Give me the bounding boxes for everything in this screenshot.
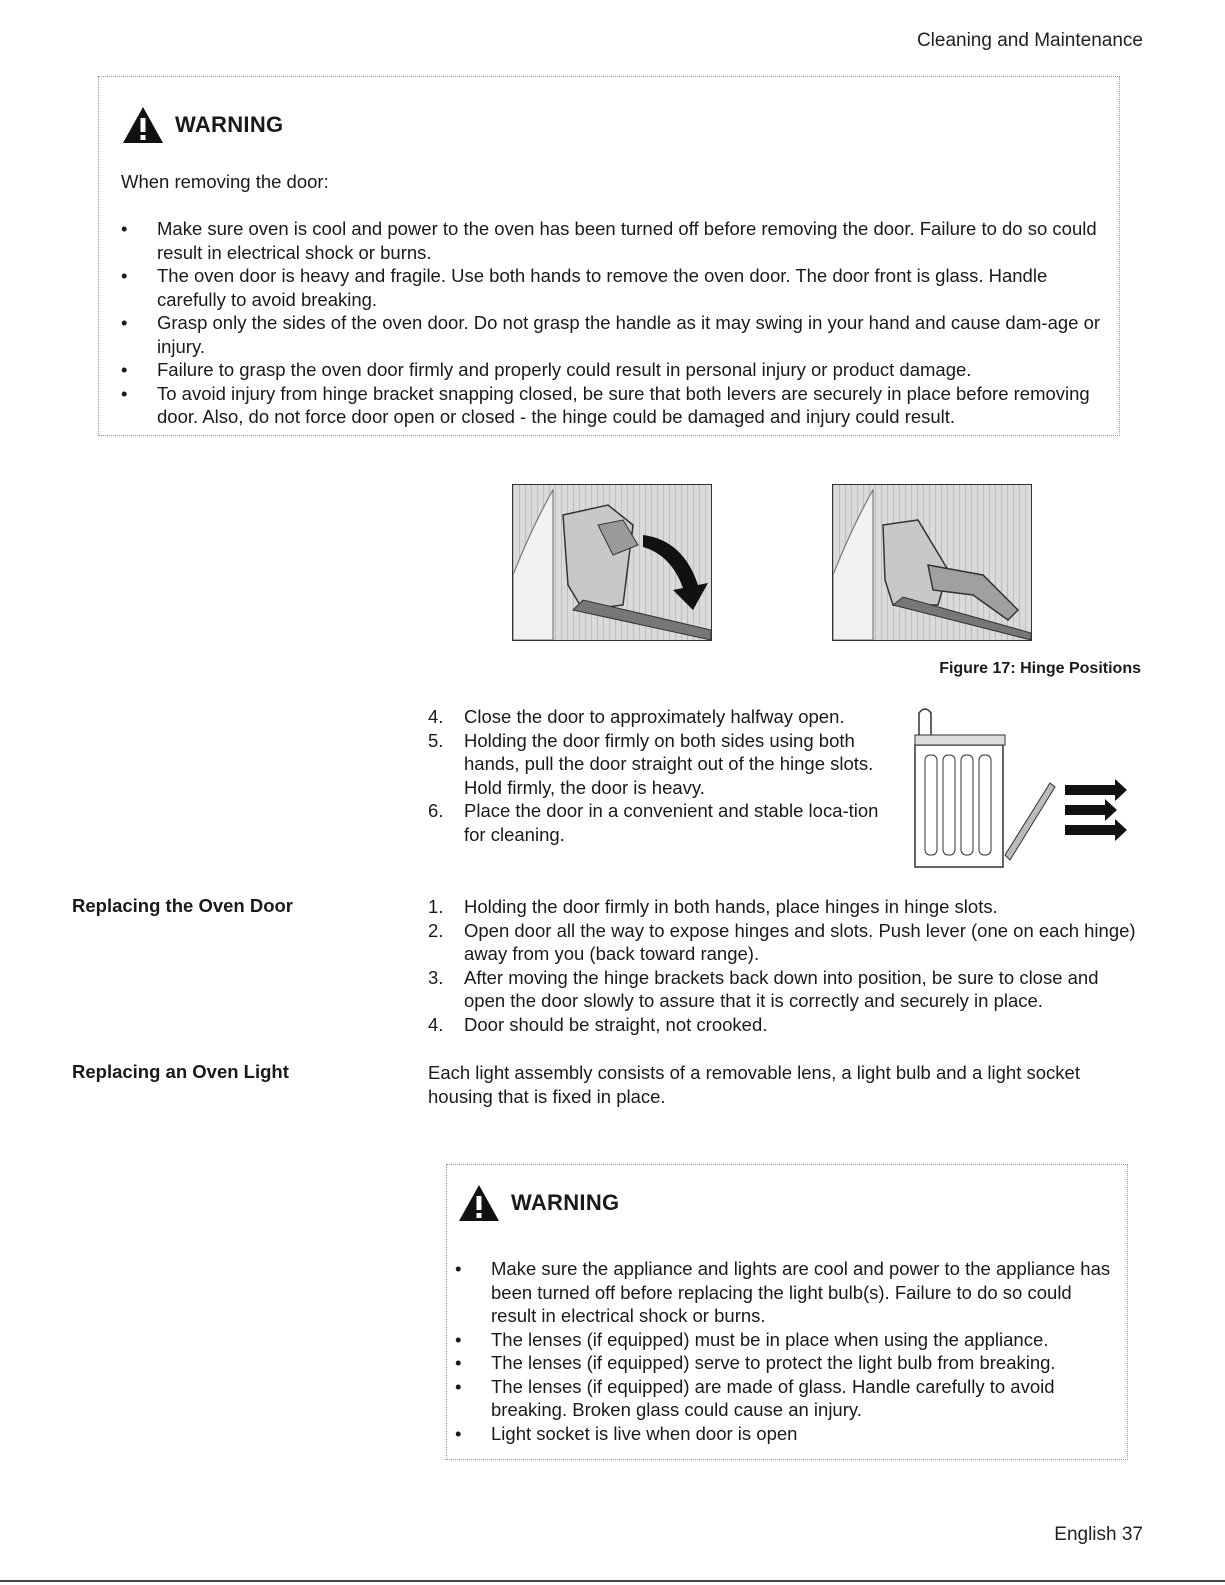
section-header: Cleaning and Maintenance [916, 30, 1143, 51]
list-item: • The lenses (if equipped) are made of glass. Handle carefully to avoid breaking. Broken glass could cause an injury. [455, 1375, 1055, 1420]
warning-heading [457, 1183, 619, 1223]
section-heading-replacing-light: Replacing an Oven Light [72, 1061, 289, 1082]
hinge-photo-lever-down [512, 484, 712, 641]
warning-box-light [446, 1164, 1128, 1460]
section-heading-replacing-door: Replacing the Oven Door [72, 895, 294, 916]
warning-triangle-icon [457, 1183, 501, 1223]
warning-title: WARNING [511, 1190, 620, 1215]
list-item: • Make sure oven is cool and power to the oven has been turned off before removing the door. Failure to do so could result in electrical shock or burns. [121, 218, 1097, 263]
list-item: 1. Holding the door firmly in both hands, place hinges in hinge slots. [428, 896, 998, 917]
list-item: 3. After moving the hinge brackets back down into position, be sure to close and open the door slowly to assure that it is correctly and securely in place. [428, 966, 1099, 1011]
warning-title: WARNING [175, 112, 284, 137]
warning-intro: When removing the door: [121, 171, 329, 192]
oven-door-removal-illustration [905, 705, 1135, 870]
list-item: • Grasp only the sides of the oven door. Do not grasp the handle as it may swing in your hand and cause dam-age or injury. [121, 312, 1101, 357]
list-item: • The lenses (if equipped) serve to protect the light bulb from breaking. [455, 1352, 1056, 1373]
hinge-photo-lever-up [832, 484, 1032, 641]
page-bottom-rule [0, 1580, 1225, 1582]
warning-heading [121, 105, 283, 145]
warning-triangle-icon [121, 105, 165, 145]
oven-door-diagram [905, 705, 1135, 870]
figure-caption: Figure 17: Hinge Positions [939, 660, 1141, 677]
door-removal-steps [428, 705, 888, 846]
list-item: • To avoid injury from hinge bracket snapping closed, be sure that both levers are securely in place before removing door. Also, do not force door open or closed - the hinge could be damaged and injury could result. [121, 382, 1090, 427]
warning-box-door-removal [98, 76, 1120, 436]
replacing-door-steps [428, 895, 1143, 1036]
warning-list [455, 1257, 1115, 1445]
list-item: 2. Open door all the way to expose hinges and slots. Push lever (one on each hinge) away from you (back toward range). [428, 919, 1136, 964]
list-item: 4. Door should be straight, not crooked. [428, 1013, 768, 1035]
warning-list [121, 217, 1111, 429]
list-item: • The lenses (if equipped) must be in place when using the appliance. [455, 1328, 1049, 1350]
list-item: 5. Holding the door firmly on both sides using both hands, pull the door straight out of the hinge slots. Hold firmly, the door is heavy. [428, 729, 874, 798]
list-item: 4. Close the door to approximately halfway open. [428, 706, 845, 727]
list-item: • The oven door is heavy and fragile. Use both hands to remove the oven door. The door front is glass. Handle carefully to avoid breaking. [121, 265, 1048, 310]
list-item: 6. Place the door in a convenient and stable loca-tion for cleaning. [428, 800, 879, 845]
list-item: • Make sure the appliance and lights are cool and power to the appliance has been turned off before replacing the light bulb(s). Failure to do so could result in electrical shock or burns. [455, 1258, 1111, 1326]
hinge-lever-up-illustration [833, 485, 1031, 640]
list-item: • Failure to grasp the oven door firmly and properly could result in personal injury or product damage. [121, 359, 972, 380]
replacing-light-text: Each light assembly consists of a removable lens, a light bulb and a light socket housing that is fixed in place. [428, 1062, 1080, 1107]
hinge-lever-down-illustration [513, 485, 711, 640]
page-number: English 37 [1054, 1524, 1143, 1545]
list-item: • Light socket is live when door is open [455, 1422, 798, 1444]
